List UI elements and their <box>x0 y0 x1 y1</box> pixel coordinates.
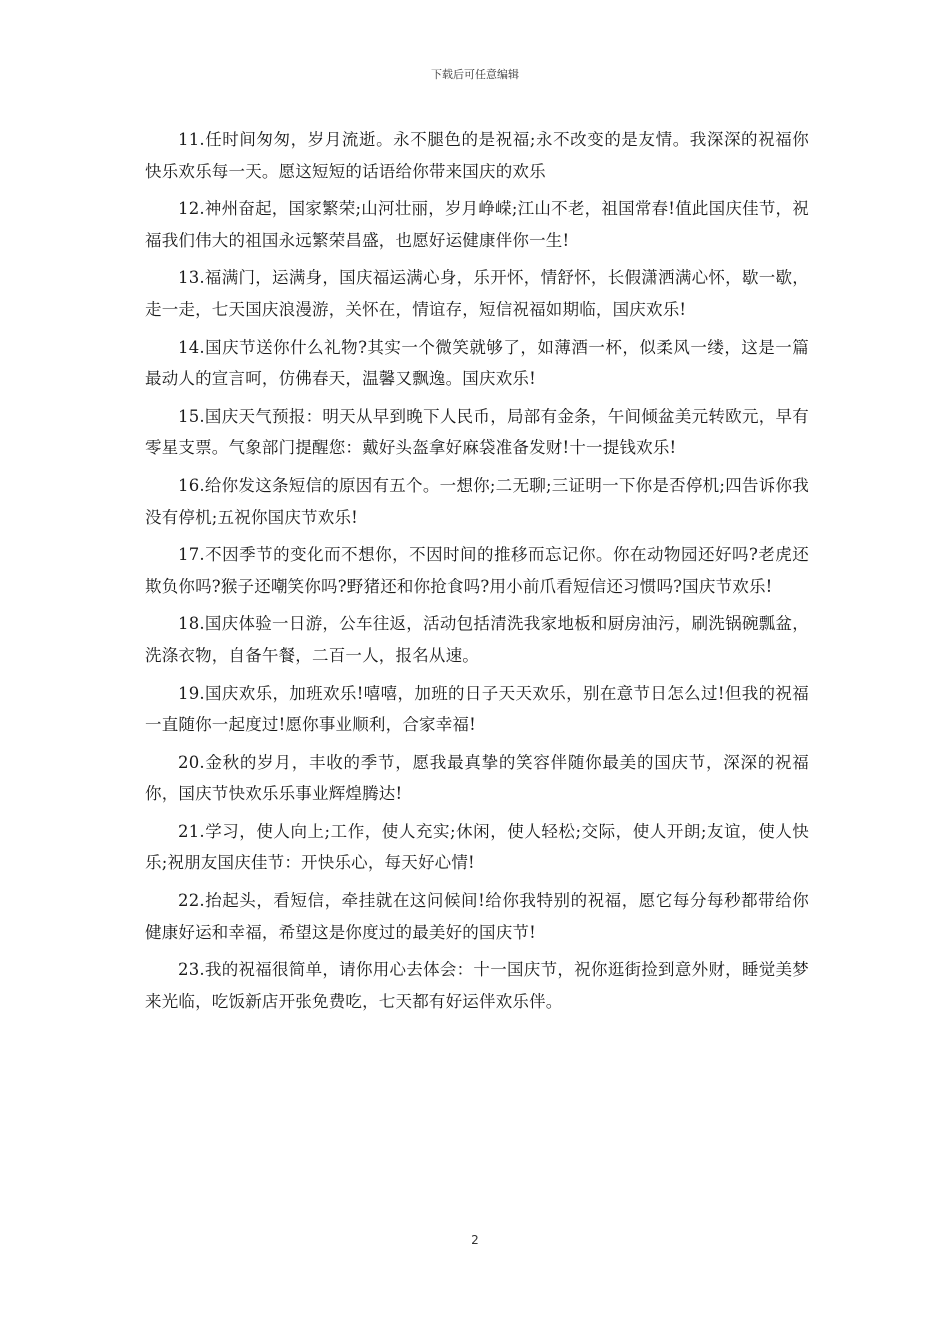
page-header-note: 下载后可任意编辑 <box>431 68 519 81</box>
page-number: 2 <box>471 1233 479 1247</box>
paragraph-15: 15.国庆天气预报：明天从早到晚下人民币，局部有金条，午间倾盆美元转欧元，早有零星支票。气象部门提醒您：戴好头盔拿好麻袋准备发财!十一提钱欢乐! <box>145 406 809 458</box>
paragraph-13: 13.福满门，运满身，国庆福运满心身，乐开怀，情舒怀，长假潇洒满心怀，歇一歇，走一走，七天国庆浪漫游，关怀在，情谊存，短信祝福如期临，国庆欢乐! <box>145 268 809 319</box>
paragraph-17: 17.不因季节的变化而不想你，不因时间的推移而忘记你。你在动物园还好吗?老虎还欺负你吗?猴子还嘲笑你吗?野猪还和你抢食吗?用小前爪看短信还习惯吗?国庆节欢乐! <box>145 545 809 596</box>
document-body <box>145 124 809 1023</box>
paragraph-12: 12.神州奋起，国家繁荣;山河壮丽，岁月峥嵘;江山不老，祖国常春!值此国庆佳节，祝福我们伟大的祖国永远繁荣昌盛，也愿好运健康伴你一生! <box>145 199 809 250</box>
paragraph-23: 23.我的祝福很简单，请你用心去体会：十一国庆节，祝你逛街捡到意外财，睡觉美梦来光临，吃饭新店开张免费吃，七天都有好运伴欢乐伴。 <box>145 960 809 1011</box>
paragraph-18: 18.国庆体验一日游，公车往返，活动包括清洗我家地板和厨房油污，刷洗锅碗瓢盆，洗涤衣物，自备午餐，二百一人，报名从速。 <box>145 614 809 665</box>
paragraph-21: 21.学习，使人向上;工作，使人充实;休闲，使人轻松;交际，使人开朗;友谊，使人快乐;祝朋友国庆佳节：开快乐心，每天好心情! <box>145 821 809 873</box>
paragraph-19: 19.国庆欢乐，加班欢乐!嘻嘻，加班的日子天天欢乐，别在意节日怎么过!但我的祝福一直随你一起度过!愿你事业顺利，合家幸福! <box>145 683 809 735</box>
paragraph-22: 22.抬起头，看短信，牵挂就在这问候间!给你我特别的祝福，愿它每分每秒都带给你健康好运和幸福，希望这是你度过的最美好的国庆节! <box>145 891 809 942</box>
paragraph-14: 14.国庆节送你什么礼物?其实一个微笑就够了，如薄酒一杯，似柔风一缕，这是一篇最动人的宣言呵，仿佛春天，温馨又飘逸。国庆欢乐! <box>145 337 809 389</box>
paragraph-20: 20.金秋的岁月，丰收的季节，愿我最真挚的笑容伴随你最美的国庆节，深深的祝福你，国庆节快欢乐乐事业辉煌腾达! <box>145 752 809 804</box>
paragraph-16: 16.给你发这条短信的原因有五个。一想你;二无聊;三证明一下你是否停机;四告诉你我没有停机;五祝你国庆节欢乐! <box>145 475 809 527</box>
paragraph-11: 11.任时间匆匆，岁月流逝。永不腿色的是祝福;永不改变的是友情。我深深的祝福你快乐欢乐每一天。愿这短短的话语给你带来国庆的欢乐 <box>145 130 809 181</box>
